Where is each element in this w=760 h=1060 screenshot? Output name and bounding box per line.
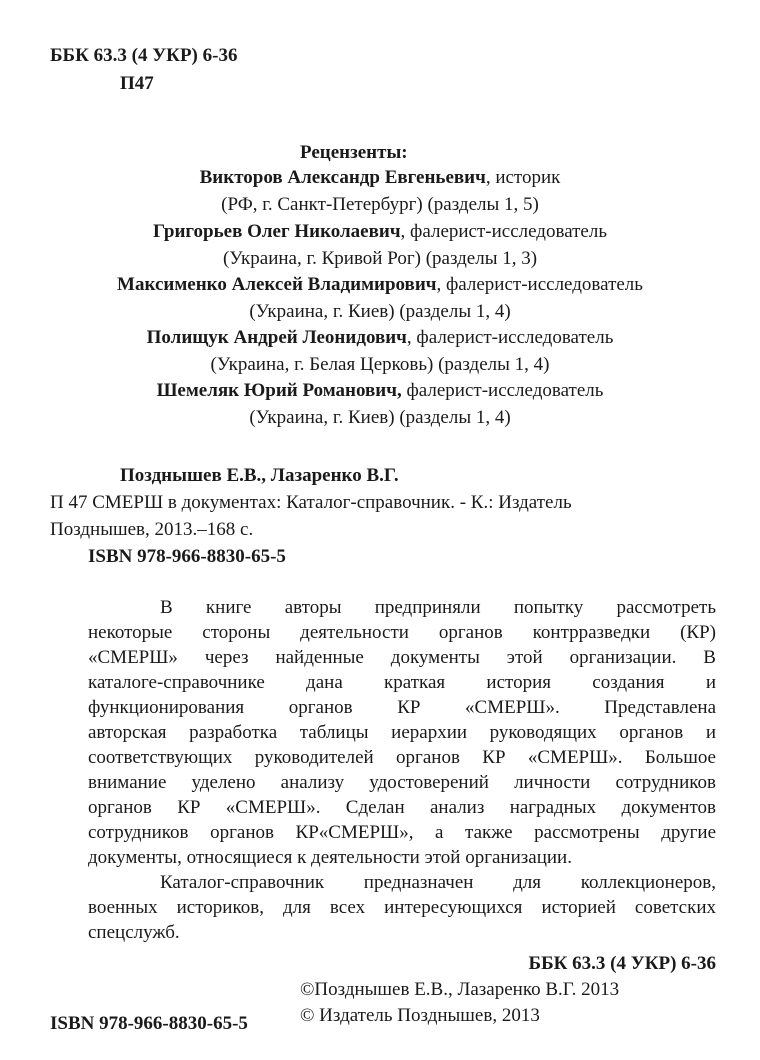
- reviewer-name: Викторов Александр Евгеньевич: [199, 167, 486, 188]
- footer-isbn: ISBN 978-966-8830-65-5: [50, 1013, 248, 1034]
- isbn: ISBN 978-966-8830-65-5: [88, 546, 286, 567]
- reviewer-3: [0, 273, 760, 297]
- reviewer-location: (Украина, г. Кривой Рог) (разделы 1, 3): [222, 248, 538, 269]
- catalog-entry-line: Позднышев, 2013.–168 с.: [50, 519, 254, 540]
- abstract-line: В книге авторы предприняли попытку рассмотреть: [160, 597, 716, 618]
- reviewer-name: Григорьев Олег Николаевич: [152, 221, 401, 242]
- reviewer-location: (Украина, г. Белая Церковь) (разделы 1, 4): [210, 354, 550, 375]
- abstract-line: документы, относящиеся к деятельности этой организации.: [88, 847, 572, 868]
- reviewer-4: [0, 326, 760, 350]
- abstract-line: органов КР «СМЕРШ». Сделан анализ наградных документов: [88, 797, 716, 818]
- copyright-publisher: © Издатель Позднышев, 2013: [300, 1005, 540, 1026]
- reviewer-location: (Украина, г. Киев) (разделы 1, 4): [249, 301, 511, 322]
- catalog-entry-line: П 47 СМЕРШ в документах: Каталог-справочник. - К.: Издатель: [50, 492, 572, 513]
- reviewer-role: , фалерист-исследователь: [400, 221, 608, 242]
- reviewer-name: Полищук Андрей Леонидович: [146, 327, 407, 348]
- reviewer-role: , фалерист-исследователь: [436, 274, 643, 295]
- abstract-line: спецслужб.: [88, 922, 180, 943]
- copyright-authors: ©Позднышев Е.В., Лазаренко В.Г. 2013: [300, 979, 620, 1000]
- reviewer-name: Максименко Алексей Владимирович: [117, 274, 437, 295]
- abstract-line: каталоге-справочнике дана краткая история создания и: [88, 672, 716, 693]
- abstract-line: «СМЕРШ» через найденные документы этой организации. В: [88, 647, 716, 668]
- author-index: П47: [120, 73, 154, 94]
- reviewer-2: [0, 220, 760, 244]
- abstract-line: Каталог-справочник предназначен для коллекционеров,: [160, 872, 716, 893]
- reviewer-role: фалерист-исследователь: [401, 380, 604, 401]
- reviewer-role: , фалерист-исследователь: [406, 327, 614, 348]
- reviewer-name: Шемеляк Юрий Романович,: [156, 380, 402, 401]
- abstract-line: некоторые стороны деятельности органов контрразведки (КР): [88, 622, 716, 643]
- abstract-line: сотрудников органов КР«СМЕРШ», а также рассмотрены другие: [88, 822, 716, 843]
- abstract-line: военных историков, для всех интересующихся историей советских: [88, 897, 716, 918]
- reviewer-location: (Украина, г. Киев) (разделы 1, 4): [249, 407, 511, 428]
- book-authors: Позднышев Е.В., Лазаренко В.Г.: [120, 465, 399, 486]
- reviewer-1: [0, 166, 760, 190]
- abstract-line: функционирования органов КР «СМЕРШ». Представлена: [88, 697, 716, 718]
- abstract-line: внимание уделено анализу удостоверений личности сотрудников: [88, 772, 716, 793]
- footer-bbk-code: ББК 63.3 (4 УКР) 6-36: [528, 953, 716, 974]
- reviewer-location: (РФ, г. Санкт-Петербург) (разделы 1, 5): [221, 194, 539, 215]
- abstract-line: авторская разработка таблицы иерархии руководящих органов и: [88, 722, 716, 743]
- reviewer-5: [0, 379, 760, 403]
- bbk-code: ББК 63.3 (4 УКР) 6-36: [50, 45, 238, 66]
- reviewers-title: Рецензенты:: [300, 142, 408, 163]
- abstract-line: соответствующих руководителей органов КР «СМЕРШ». Большое: [88, 747, 716, 768]
- reviewer-role: , историк: [485, 167, 561, 188]
